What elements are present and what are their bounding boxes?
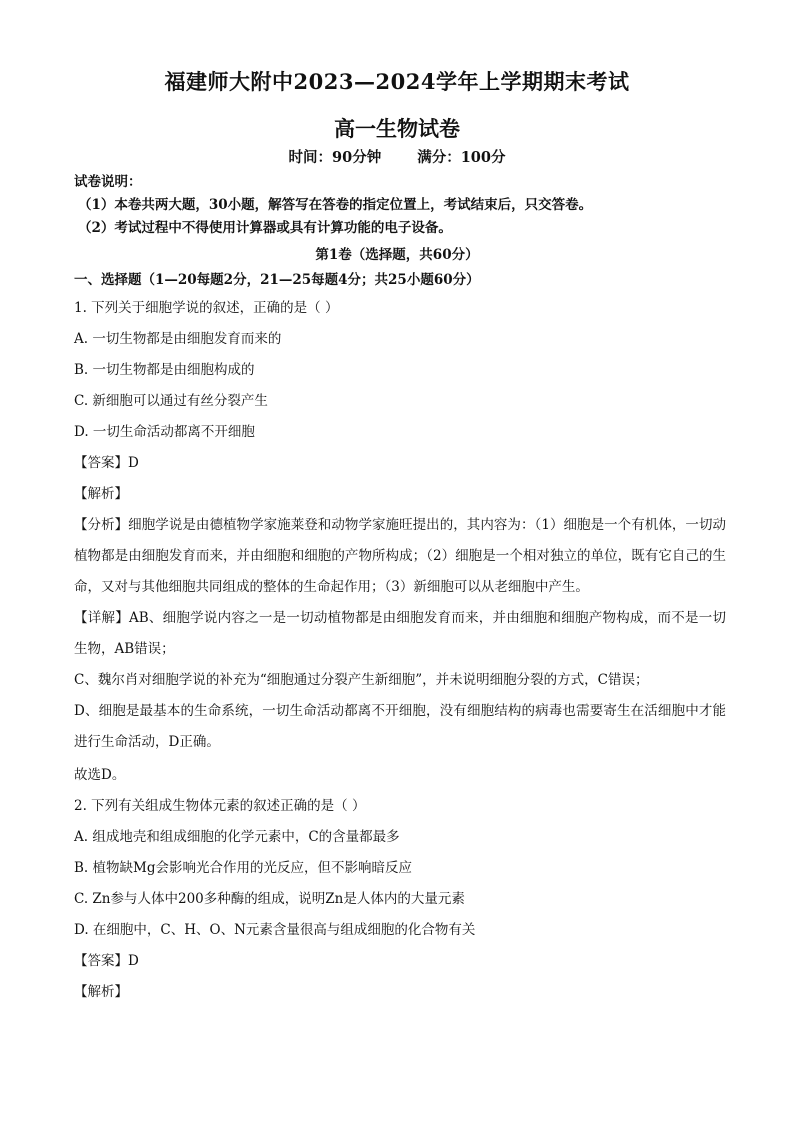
q1-xiangjie: 【详解】AB、细胞学说内容之一是一切动植物都是由细胞发育而来，并由细胞和细胞产物构成，而不是一切生物，AB错误； bbox=[74, 610, 726, 657]
q1-option-a: A. 一切生物都是由细胞发育而来的 bbox=[74, 331, 282, 347]
exam-meta bbox=[0, 146, 794, 167]
q1-option-c: C. 新细胞可以通过有丝分裂产生 bbox=[74, 393, 268, 409]
q2-answer: 【答案】D bbox=[74, 953, 139, 969]
full-score: 满分：100分 bbox=[417, 149, 506, 166]
exam-title: 福建师大附中2023—2024学年上学期期末考试 bbox=[164, 69, 630, 94]
q2-option-b: B. 植物缺Mg会影响光合作用的光反应，但不影响暗反应 bbox=[74, 860, 412, 876]
section-heading: 一、选择题（1—20每题2分，21—25每题4分；共25小题60分） bbox=[74, 272, 480, 288]
q2-analysis-label: 【解析】 bbox=[74, 984, 128, 1000]
q2-option-c: C. Zn参与人体中200多种酶的组成，说明Zn是人体内的大量元素 bbox=[74, 891, 465, 907]
volume-heading: 第1卷（选择题，共60分） bbox=[315, 247, 479, 263]
q1-conclusion: 故选D。 bbox=[74, 767, 126, 783]
q1-analysis-label: 【解析】 bbox=[74, 486, 128, 502]
q2-option-d: D. 在细胞中，C、H、O、N元素含量很高与组成细胞的化合物有关 bbox=[74, 922, 476, 938]
instruction-item-2: （2）考试过程中不得使用计算器或具有计算功能的电子设备。 bbox=[78, 220, 452, 236]
q1-answer: 【答案】D bbox=[74, 455, 139, 471]
q1-fenxi: 【分析】细胞学说是由德植物学家施莱登和动物学家施旺提出的，其内容为：（1）细胞是一个有机体，一切动植物都是由细胞发育而来，并由细胞和细胞的产物所构成；（2）细胞是一个相对独立的单位，既有它自己的生命，又对与其他细胞共同组成的整体的生命起作用；（3）新细胞可以从老细胞中产生。 bbox=[74, 517, 726, 595]
q1-stem: 1. 下列关于细胞学说的叙述，正确的是（ ） bbox=[74, 300, 339, 316]
instruction-item-1: （1）本卷共两大题，30小题，解答写在答卷的指定位置上，考试结束后，只交答卷。 bbox=[78, 197, 593, 213]
instructions-heading: 试卷说明： bbox=[74, 174, 142, 190]
q1-option-d-note: D、细胞是最基本的生命系统，一切生命活动都离不开细胞，没有细胞结构的病毒也需要寄生在活细胞中才能进行生命活动，D正确。 bbox=[74, 703, 726, 750]
q1-option-d: D. 一切生命活动都离不开细胞 bbox=[74, 424, 255, 440]
q2-option-a: A. 组成地壳和组成细胞的化学元素中，C的含量都最多 bbox=[74, 829, 400, 845]
q1-option-c-note: C、魏尔肖对细胞学说的补充为“细胞通过分裂产生新细胞”，并未说明细胞分裂的方式，C错误； bbox=[74, 672, 649, 688]
q2-stem: 2. 下列有关组成生物体元素的叙述正确的是（ ） bbox=[74, 798, 366, 814]
time-limit: 时间：90分钟 bbox=[288, 149, 382, 166]
q1-option-b: B. 一切生物都是由细胞构成的 bbox=[74, 362, 255, 378]
exam-subtitle: 高一生物试卷 bbox=[334, 116, 460, 141]
